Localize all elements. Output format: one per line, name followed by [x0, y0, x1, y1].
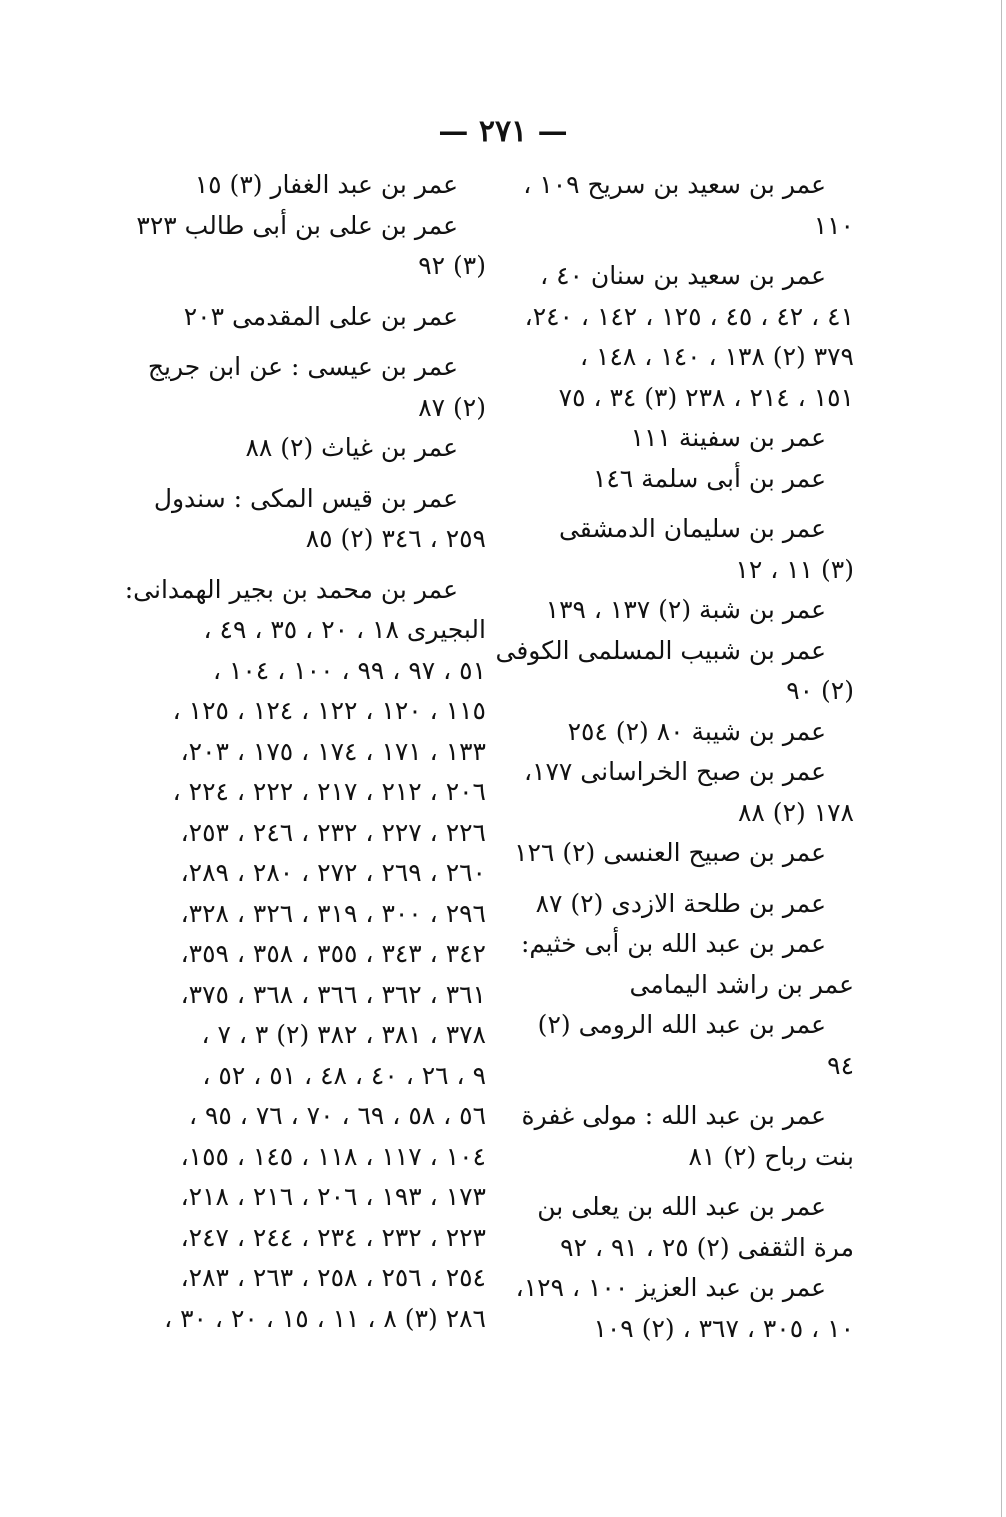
- index-entry-line: ٤١ ، ٤٢ ، ٤٥ ، ١٢٥ ، ١٤٢ ، ٢٤٠،: [524, 301, 854, 331]
- index-entry-line: (٢) ٨٧: [418, 392, 486, 422]
- index-entry-line: ١١٥ ، ١٢٠ ، ١٢٢ ، ١٢٤ ، ١٢٥ ،: [172, 696, 486, 725]
- index-entry-line: (٢) ٩٠: [786, 676, 854, 705]
- index-entry-line: عمر بن عبد الله الرومى (٢): [537, 1010, 826, 1039]
- index-entry-line: عمر بن سعيد بن سريح ١٠٩ ،: [523, 170, 826, 199]
- index-entry-line: ١٧٣ ، ١٩٣ ، ٢٠٦ ، ٢١٦ ، ٢١٨،: [180, 1182, 486, 1211]
- index-entry-line: ٥٦ ، ٥٨ ، ٦٩ ، ٧٠ ، ٧٦ ، ٩٥ ،: [188, 1101, 486, 1130]
- index-entry-line: مرة الثقفى (٢) ٢٥ ، ٩١ ، ٩٢: [560, 1232, 854, 1262]
- index-entry-line: ٢٨٦ (٣) ٨ ، ١١ ، ١٥ ، ٢٠ ، ٣٠ ،: [164, 1303, 486, 1333]
- index-entry-line: ١٠ ، ٣٠٥ ، ٣٦٧ ، (٢) ١٠٩: [593, 1313, 854, 1343]
- index-entry-line: عمر بن شيبة ٨٠ (٢) ٢٥٤: [567, 716, 826, 746]
- index-entry-line: بنت رباح (٢) ٨١: [688, 1141, 854, 1171]
- index-entry-line: ١٠٤ ، ١١٧ ، ١١٨ ، ١٤٥ ، ١٥٥،: [180, 1141, 486, 1171]
- index-entry-line: ٥١ ، ٩٧ ، ٩٩ ، ١٠٠ ، ١٠٤ ،: [212, 655, 486, 685]
- index-entry-line: ١٣٣ ، ١٧١ ، ١٧٤ ، ١٧٥ ، ٢٠٣،: [180, 736, 486, 766]
- index-entry-line: عمر بن عبد العزيز ١٠٠ ، ١٢٩،: [515, 1273, 826, 1302]
- index-entry-line: ٢٦٠ ، ٢٦٩ ، ٢٧٢ ، ٢٨٠ ، ٢٨٩،: [180, 858, 486, 887]
- index-entry-line: عمر بن قيس المكى : سندول: [153, 483, 458, 513]
- index-entry-line: (٣) ١١ ، ١٢: [735, 554, 854, 584]
- index-entry-line: ٣٦١ ، ٣٦٢ ، ٣٦٦ ، ٣٦٨ ، ٣٧٥،: [180, 979, 486, 1009]
- index-entry-line: عمر بن صبيح العنسى (٢) ١٢٦: [514, 838, 826, 867]
- index-entry-line: عمر بن أبى سلمة ١٤٦: [592, 463, 826, 493]
- index-entry-line: ١٥١ ، ٢١٤ ، ٢٣٨ (٣) ٣٤ ، ٧٥: [558, 382, 854, 412]
- index-entry-line: ٣٤٢ ، ٣٤٣ ، ٣٥٥ ، ٣٥٨ ، ٣٥٩،: [180, 939, 486, 968]
- index-entry-line: عمر بن عبد الغفار (٣) ١٥: [194, 170, 458, 199]
- index-entry-line: عمر بن على بن أبى طالب ٣٢٣: [136, 210, 458, 240]
- index-entry-line: عمر بن سليمان الدمشقى: [558, 514, 826, 543]
- index-entry-line: ٢٢٣ ، ٢٣٢ ، ٢٣٤ ، ٢٤٤ ، ٢٤٧،: [180, 1222, 486, 1252]
- left-index-column: [124, 165, 486, 1339]
- index-entry-line: ١١٠: [813, 210, 854, 240]
- index-entry-line: ٢٥٩ ، ٣٤٦ (٢) ٨٥: [305, 524, 486, 553]
- index-entry-line: (٣) ٩٢: [418, 251, 486, 280]
- index-entry-line: عمر بن صبح الخراسانى ١٧٧،: [523, 757, 826, 786]
- right-index-column: [495, 165, 854, 1349]
- index-entry-line: ٢٠٦ ، ٢١٢ ، ٢١٧ ، ٢٢٢ ، ٢٢٤ ،: [172, 777, 486, 806]
- index-entry-line: ١٧٨ (٢) ٨٨: [738, 797, 854, 827]
- index-entry-line: عمر بن على المقدمى ٢٠٣: [183, 301, 458, 331]
- index-entry-line: عمر بن غياث (٢) ٨٨: [245, 433, 458, 462]
- page-number: — ٢٧١ —: [438, 114, 568, 149]
- index-entry-line: ٣٧٩ (٢) ١٣٨ ، ١٤٠ ، ١٤٨ ،: [580, 342, 854, 371]
- index-entry-line: عمر بن عيسى : عن ابن جريج: [147, 352, 458, 381]
- index-entry-line: البجيرى ١٨ ، ٢٠ ، ٣٥ ، ٤٩ ،: [203, 615, 486, 644]
- index-entry-line: عمر بن عبد الله بن أبى خثيم:: [521, 929, 826, 958]
- index-entry-line: ٣٧٨ ، ٣٨١ ، ٣٨٢ (٢) ٣ ، ٧ ،: [201, 1020, 486, 1049]
- index-entry-line: عمر بن شبيب المسلمى الكوفى: [495, 635, 826, 665]
- index-entry-line: عمر بن سفينة ١١١: [630, 423, 826, 452]
- index-entry-line: عمر بن محمد بن بجير الهمدانى:: [124, 574, 458, 604]
- scan-edge-divider: [1001, 0, 1002, 1517]
- index-entry-line: ٩٤: [827, 1050, 854, 1080]
- index-entry-line: عمر بن عبد الله : مولى غفرة: [521, 1101, 826, 1130]
- index-entry-line: ٢٢٦ ، ٢٢٧ ، ٢٣٢ ، ٢٤٦ ، ٢٥٣،: [180, 817, 486, 847]
- index-entry-line: عمر بن طلحة الازدى (٢) ٨٧: [535, 888, 826, 918]
- index-entry-line: عمر بن راشد اليمامى: [629, 969, 854, 999]
- index-entry-line: ٩ ، ٢٦ ، ٤٠ ، ٤٨ ، ٥١ ، ٥٢ ،: [202, 1060, 486, 1090]
- index-entry-line: ٢٥٤ ، ٢٥٦ ، ٢٥٨ ، ٢٦٣ ، ٢٨٣،: [180, 1263, 486, 1292]
- index-entry-line: عمر بن عبد الله بن يعلى بن: [537, 1192, 826, 1221]
- index-entry-line: عمر بن سعيد بن سنان ٤٠ ،: [540, 261, 826, 290]
- index-entry-line: ٢٩٦ ، ٣٠٠ ، ٣١٩ ، ٣٢٦ ، ٣٢٨،: [180, 898, 486, 928]
- index-entry-line: عمر بن شبة (٢) ١٣٧ ، ١٣٩: [545, 595, 826, 624]
